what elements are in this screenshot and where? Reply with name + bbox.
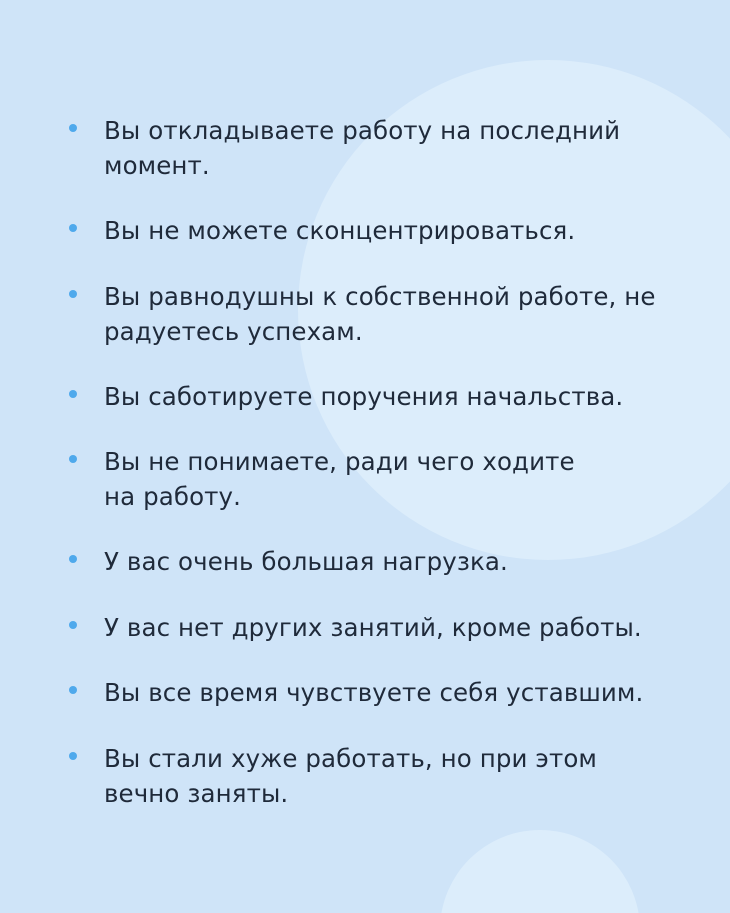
list-item: Вы откладываете работу на последний момент. <box>104 116 621 180</box>
list-item: Вы равнодушны к собственной работе, не радуетесь успехам. <box>104 282 656 346</box>
bullet-dot-icon <box>69 390 77 398</box>
bullet-dot-icon <box>69 555 77 563</box>
list-item: Вы все время чувствуете себя уставшим. <box>104 678 644 707</box>
bullet-dot-icon <box>69 686 77 694</box>
bullet-dot-icon <box>69 290 77 298</box>
bullet-dot-icon <box>69 224 77 232</box>
list-item: Вы не можете сконцентрироваться. <box>104 216 576 245</box>
list-item: Вы не понимаете, ради чего ходите на работу. <box>104 447 575 511</box>
list-item: У вас очень большая нагрузка. <box>104 547 508 576</box>
decorative-circle-small <box>440 830 640 913</box>
list-item: Вы саботируете поручения начальства. <box>104 382 624 411</box>
bullet-dot-icon <box>69 455 77 463</box>
list-item: Вы стали хуже работать, но при этом вечно заняты. <box>104 744 597 808</box>
bullet-dot-icon <box>69 752 77 760</box>
bullet-dot-icon <box>69 621 77 629</box>
list-item: У вас нет других занятий, кроме работы. <box>104 613 642 642</box>
bullet-dot-icon <box>69 124 77 132</box>
